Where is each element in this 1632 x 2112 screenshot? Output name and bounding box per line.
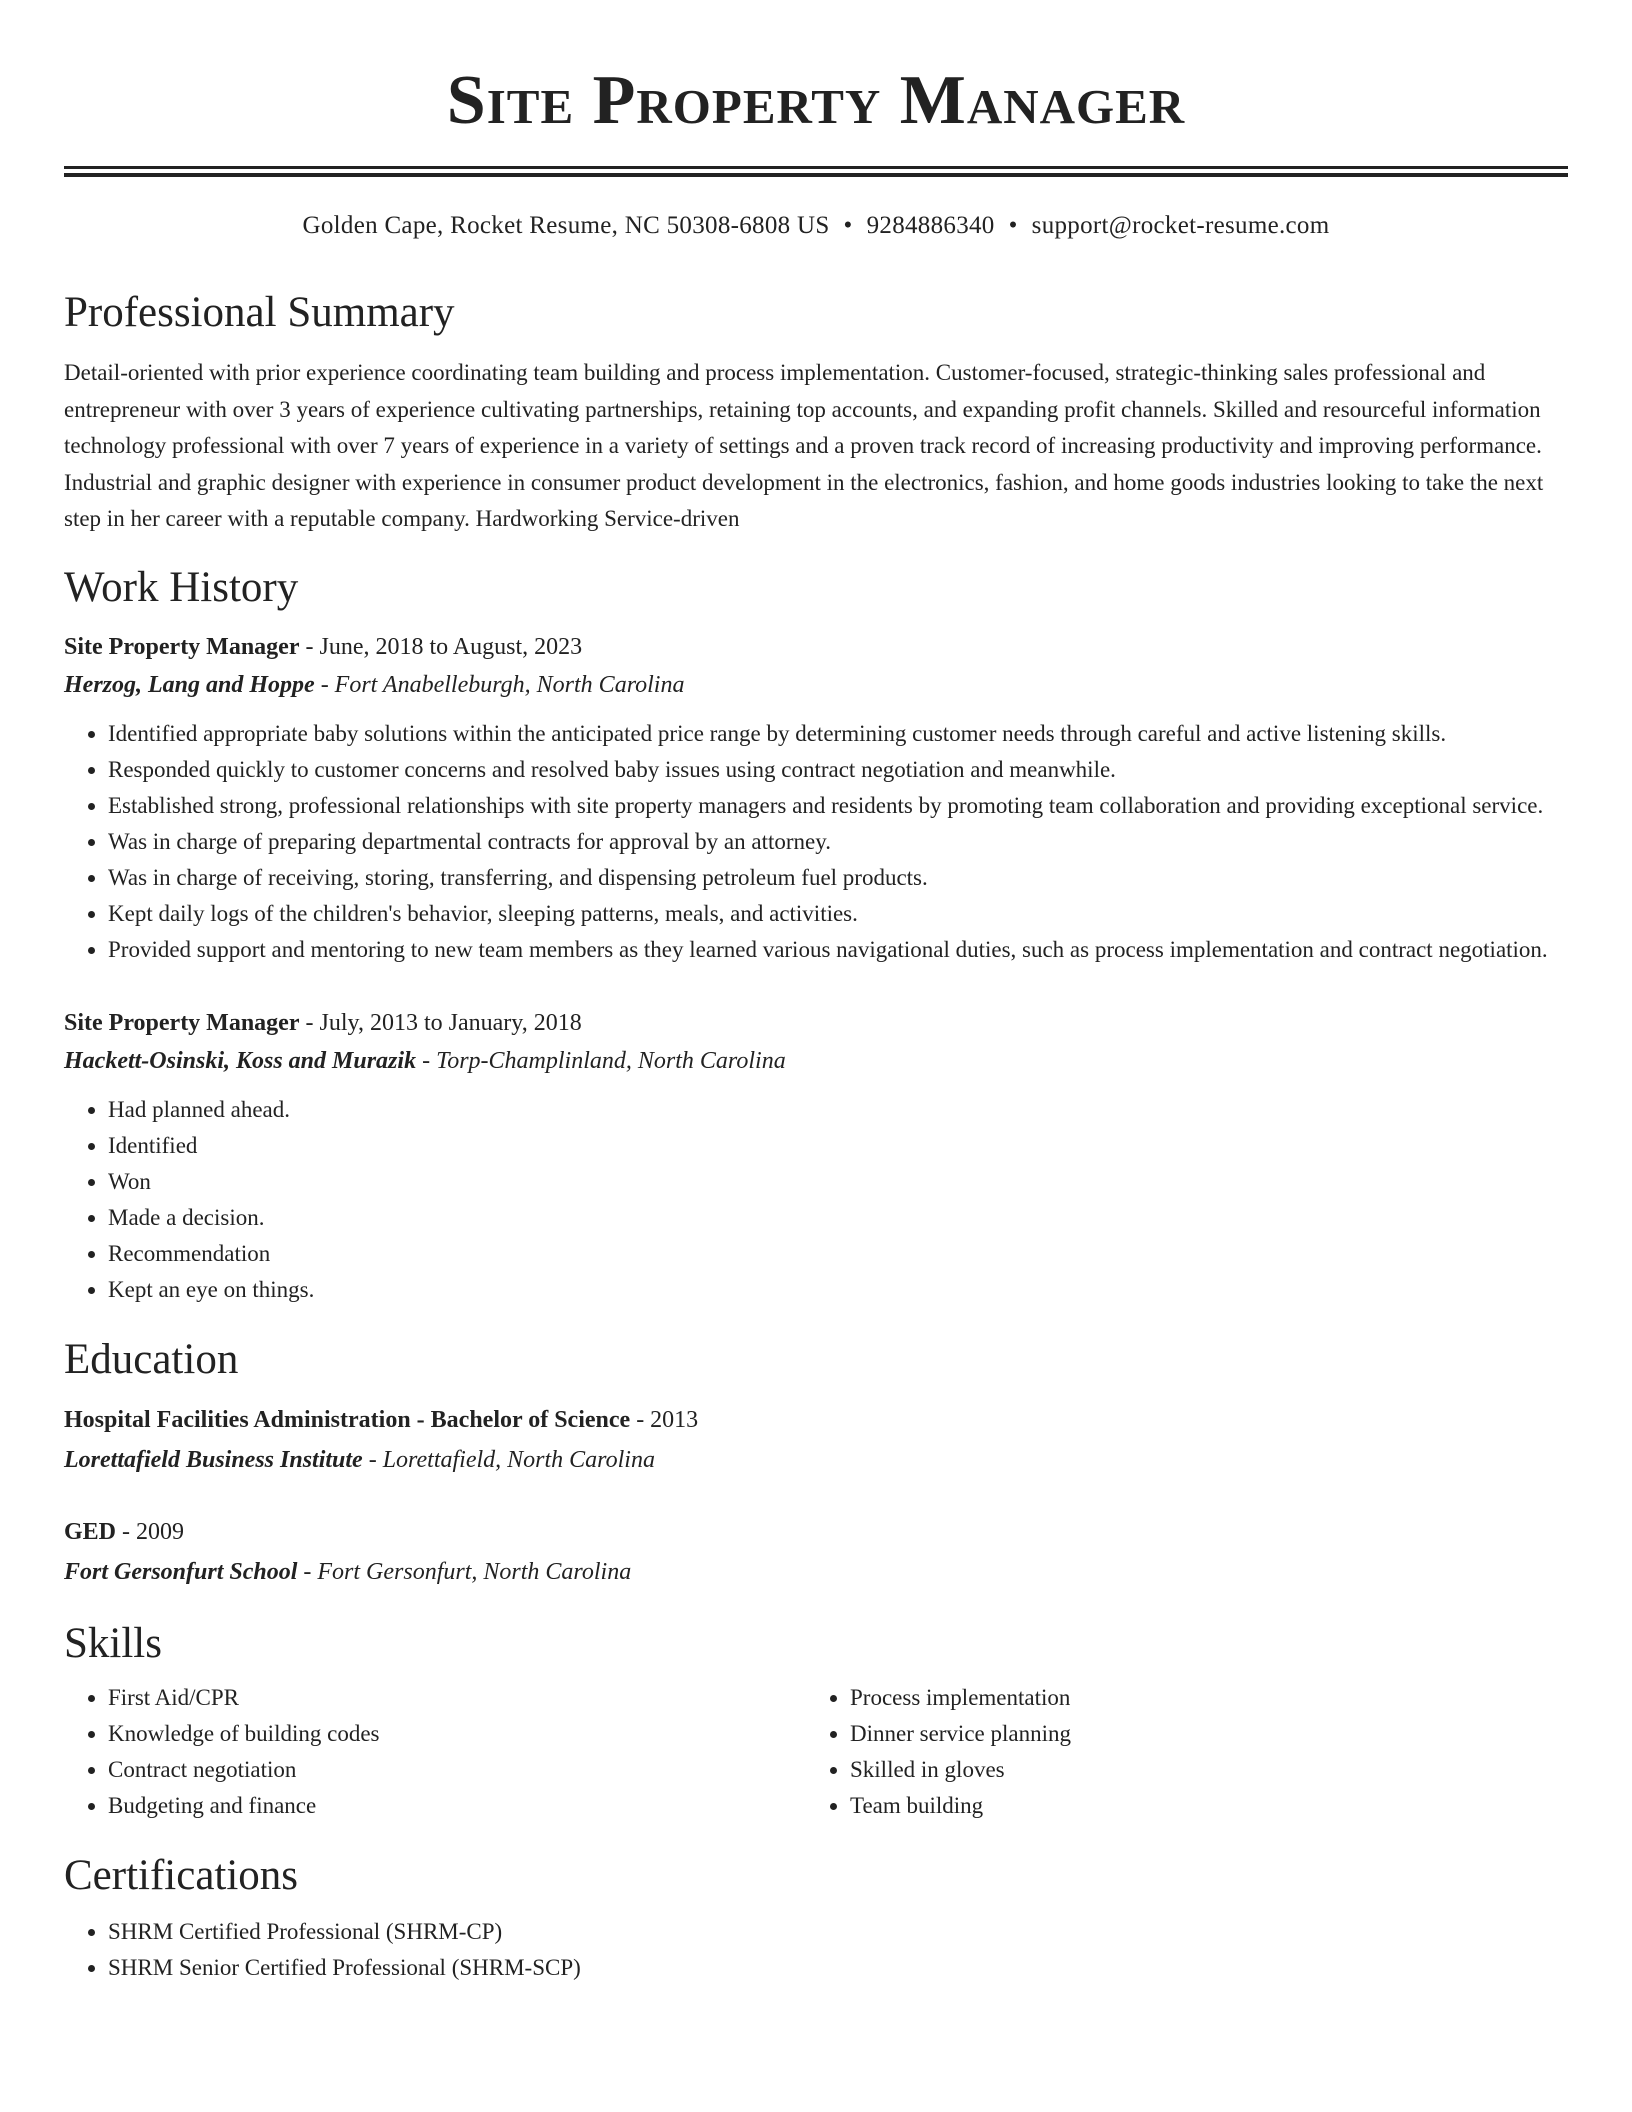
job-bullets [64, 716, 1568, 968]
list-item: • Was in charge of receiving, storing, transferring, and dispensing petroleum fuel products. [108, 860, 1568, 896]
education-entry [64, 1400, 1568, 1480]
list-item: • Knowledge of building codes [108, 1716, 806, 1752]
contact-phone: 9284886340 [866, 212, 995, 239]
job-company: Hackett-Osinski, Koss and Murazik [64, 1047, 417, 1074]
list-item: • Provided support and mentoring to new team members as they learned various navigational duties, such as process implementation and contract negotiation. [108, 932, 1568, 968]
education-location: - Fort Gersonfurt, North Carolina [297, 1558, 632, 1585]
education-location: - Lorettafield, North Carolina [362, 1446, 655, 1473]
job-company: Herzog, Lang and Hoppe [64, 671, 315, 698]
contact-email: support@rocket-resume.com [1031, 212, 1330, 239]
bullet-separator: • [1008, 212, 1018, 239]
section-title-certifications: Certifications [64, 1851, 299, 1899]
list-item: • Was in charge of preparing departmental contracts for approval by an attorney. [108, 824, 1568, 860]
list-item: • Established strong, professional relationships with site property managers and residents by promoting team collaboration and providing exceptional service. [108, 788, 1568, 824]
list-item: • SHRM Senior Certified Professional (SHRM-SCP) [108, 1950, 1568, 1986]
job-company-line [64, 1042, 1568, 1080]
education-degree: GED [64, 1518, 117, 1545]
list-item: • Won [108, 1164, 1568, 1200]
list-item: • Identified [108, 1128, 1568, 1164]
section-title-education: Education [64, 1335, 239, 1383]
job-entry [64, 1004, 1568, 1308]
list-item: • Identified appropriate baby solutions within the anticipated price range by determining customer needs through careful and active listening skills. [108, 716, 1568, 752]
job-bullets [64, 1092, 1568, 1308]
list-item: • Made a decision. [108, 1200, 1568, 1236]
section-title-skills: Skills [64, 1619, 162, 1667]
education-degree-line [64, 1400, 1568, 1440]
education-school-line [64, 1552, 1568, 1592]
job-title-line [64, 1004, 1568, 1042]
list-item: • Team building [850, 1788, 1548, 1824]
job-dates: - July, 2013 to January, 2018 [299, 1009, 582, 1036]
list-item: • Dinner service planning [850, 1716, 1548, 1752]
list-item: • Skilled in gloves [850, 1752, 1548, 1788]
header-double-rule [64, 166, 1568, 177]
education-year: - 2013 [630, 1406, 699, 1433]
education-year: - 2009 [116, 1518, 185, 1545]
job-company-line [64, 666, 1568, 704]
certifications-list [64, 1914, 1568, 1986]
summary-paragraph: Detail-oriented with prior experience coordinating team building and process implementation. Customer-focused, strategic-thinking sales professional and entrepreneur with over 3 years of experience cultivating partnerships, retaining top accounts, and expanding profit channels. Skilled and resourceful information technology professional with over 7 years of experience in a variety of settings and a proven track record of increasing productivity and improving performance. Industrial and graphic designer with experience in consumer product development in the electronics, fashion, and home goods industries looking to take the next step in her career with a reputable company. Hardworking Service-driven [64, 360, 1544, 531]
job-title-line [64, 628, 1568, 666]
job-location: - Fort Anabelleburgh, North Carolina [314, 671, 685, 698]
section-title-work-history: Work History [64, 563, 299, 611]
job-dates: - June, 2018 to August, 2023 [299, 633, 583, 660]
skills-list-left [64, 1680, 806, 1824]
list-item: • Recommendation [108, 1236, 1568, 1272]
list-item: • Responded quickly to customer concerns and resolved baby issues using contract negotiation and meanwhile. [108, 752, 1568, 788]
education-school: Lorettafield Business Institute [64, 1446, 363, 1473]
section-title-summary: Professional Summary [64, 289, 455, 336]
contact-address: Golden Cape, Rocket Resume, NC 50308-6808 US [302, 212, 830, 239]
education-school-line [64, 1440, 1568, 1480]
education-degree-line [64, 1512, 1568, 1552]
education-school: Fort Gersonfurt School [64, 1558, 298, 1585]
list-item: • SHRM Certified Professional (SHRM-CP) [108, 1914, 1568, 1950]
resume-title: Site Property Manager [446, 62, 1186, 139]
job-role: Site Property Manager [64, 633, 300, 660]
bullet-separator: • [843, 212, 853, 239]
list-item: • Kept an eye on things. [108, 1272, 1568, 1308]
list-item: • Kept daily logs of the children's behavior, sleeping patterns, meals, and activities. [108, 896, 1568, 932]
list-item: • Had planned ahead. [108, 1092, 1568, 1128]
contact-line [64, 211, 1568, 241]
job-role: Site Property Manager [64, 1009, 300, 1036]
education-entry [64, 1512, 1568, 1592]
job-location: - Torp-Champlinland, North Carolina [416, 1047, 786, 1074]
list-item: • Budgeting and finance [108, 1788, 806, 1824]
list-item: • Contract negotiation [108, 1752, 806, 1788]
list-item: • Process implementation [850, 1680, 1548, 1716]
job-entry [64, 628, 1568, 968]
education-degree: Hospital Facilities Administration - Bachelor of Science [64, 1406, 631, 1433]
list-item: • First Aid/CPR [108, 1680, 806, 1716]
skills-list-right [806, 1680, 1548, 1824]
skills-grid [64, 1680, 1568, 1824]
